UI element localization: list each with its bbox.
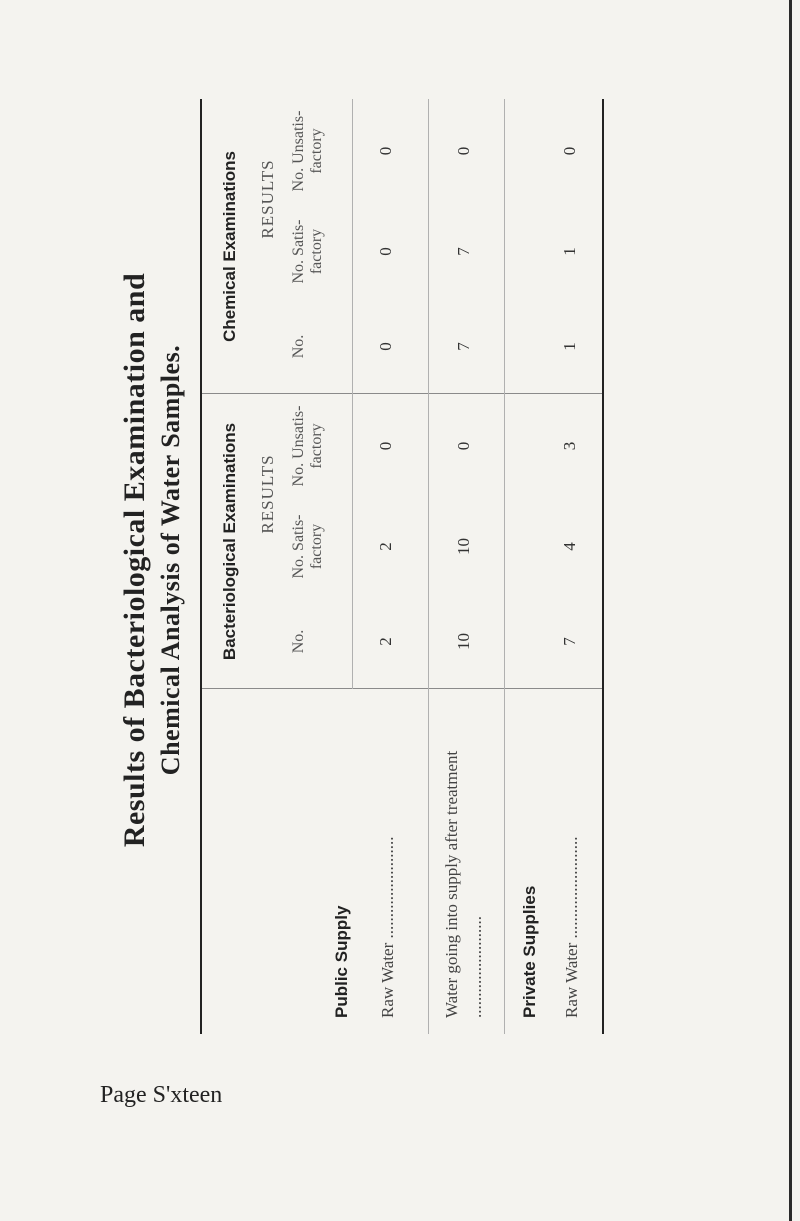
results-table [200,99,604,1034]
cell-treated-bact-no: 10 [454,633,473,650]
page-edge-line [789,0,792,1221]
chem-col-no: No. [290,334,307,359]
cell-private-raw-chem-sat: 1 [560,247,579,256]
row-separator [504,99,505,1034]
bact-results-label: RESULTS [258,454,277,534]
cell-treated-chem-no: 7 [454,342,473,351]
cell-private-raw-bact-unsat: 3 [560,441,579,451]
section-private-supplies: Private Supplies [520,885,539,1018]
bact-col-unsatisfactory: No. Unsatis- factory [290,405,325,487]
cell-public-raw-bact-sat: 2 [376,542,395,551]
cell-treated-chem-sat: 7 [454,247,473,256]
row-label-public-raw-water: Raw Water ........................ [378,836,397,1018]
cell-treated-chem-unsat: 0 [454,146,473,156]
cell-private-raw-bact-sat: 4 [560,542,579,551]
cell-private-raw-bact-no: 7 [560,637,579,646]
col-separator [202,688,602,689]
page-number-footer: Page S'xteen [100,1082,223,1108]
cell-private-raw-chem-unsat: 0 [560,146,579,156]
rotated-document [110,80,610,1040]
row-label-treated-water: Water going into supply after treatment ........................ [442,750,485,1018]
cell-treated-bact-sat: 10 [454,538,473,555]
row-separator [428,99,429,1034]
cell-public-raw-chem-unsat: 0 [376,146,395,156]
row-separator [352,99,353,689]
cell-public-raw-bact-unsat: 0 [376,441,395,451]
cell-public-raw-chem-sat: 0 [376,247,395,256]
chem-col-unsatisfactory: No. Unsatis- factory [290,110,325,192]
cell-treated-bact-unsat: 0 [454,441,473,451]
title-line-2: Chemical Analysis of Water Samples. [156,344,185,776]
chem-results-label: RESULTS [258,159,277,239]
bact-col-satisfactory: No. Satis- factory [290,514,325,579]
chem-col-satisfactory: No. Satis- factory [290,219,325,284]
cell-private-raw-chem-no: 1 [560,342,579,351]
row-label-private-raw-water: Raw Water ........................ [562,836,581,1018]
cell-public-raw-chem-no: 0 [376,342,395,351]
chemical-header: Chemical Examinations [220,151,239,342]
title-line-1: Results of Bacteriological Examination and [118,272,151,848]
bacteriological-header: Bacteriological Examinations [220,422,239,661]
cell-public-raw-bact-no: 2 [376,637,395,646]
section-public-supply: Public Supply [332,905,351,1018]
bact-col-no: No. [290,629,307,654]
